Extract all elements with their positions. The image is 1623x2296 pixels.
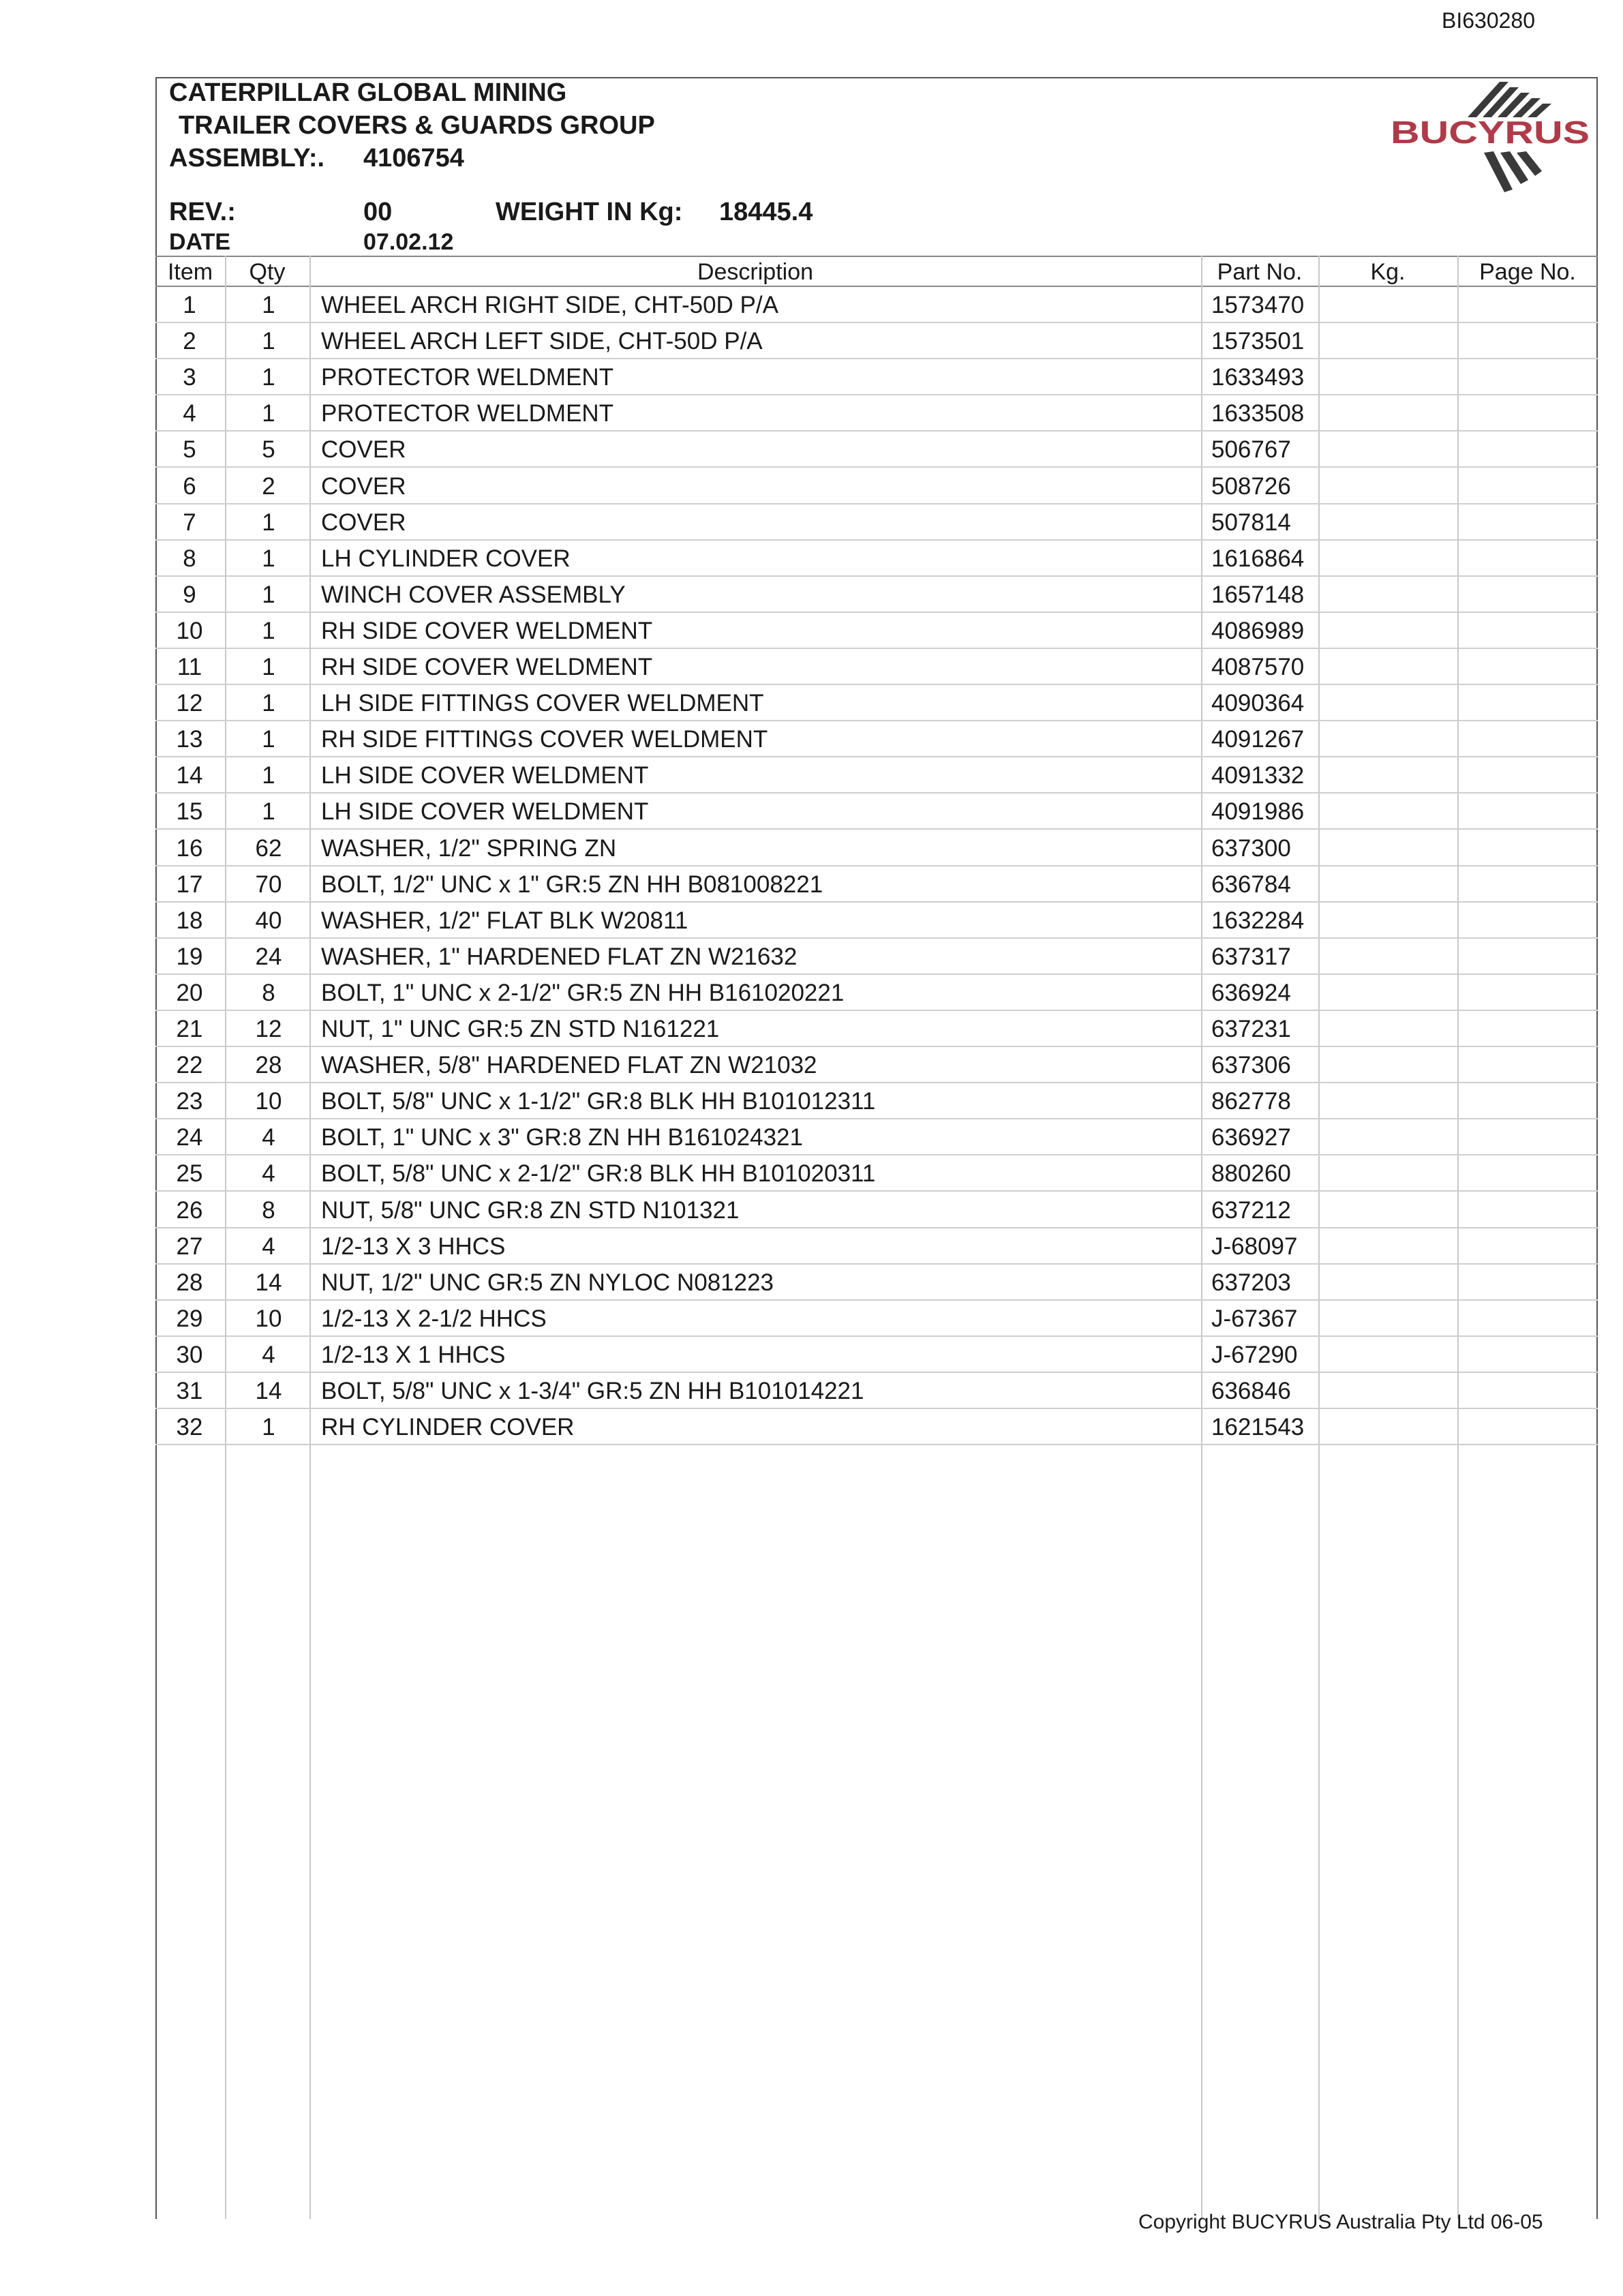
cell-qty: 1 (262, 654, 275, 680)
cell-qty: 40 (255, 907, 282, 934)
table-row (155, 1409, 1598, 1445)
cell-part-no: 1632284 (1211, 907, 1305, 934)
cell-description: WHEEL ARCH LEFT SIDE, CHT-50D P/A (321, 328, 763, 355)
table-row (155, 1265, 1598, 1301)
cell-qty: 62 (255, 834, 282, 862)
cell-part-no: 4087570 (1211, 654, 1305, 680)
table-row (155, 541, 1598, 577)
cell-qty: 1 (262, 292, 275, 318)
table-row (155, 721, 1598, 757)
cell-item: 32 (176, 1414, 203, 1441)
table-row (155, 866, 1598, 903)
table-row (155, 1011, 1598, 1047)
cell-item: 27 (176, 1233, 203, 1260)
cell-description: RH SIDE COVER WELDMENT (321, 617, 653, 644)
table-row (155, 577, 1598, 613)
cell-part-no: 636784 (1211, 871, 1291, 898)
rev-label: REV.: (169, 198, 236, 226)
cell-qty: 4 (262, 1341, 275, 1368)
group-title: TRAILER COVERS & GUARDS GROUP (179, 111, 655, 140)
table-row (155, 432, 1598, 468)
table-row (155, 468, 1598, 504)
cell-description: BOLT, 5/8" UNC x 1-3/4" GR:5 ZN HH B101014221 (321, 1378, 864, 1404)
cell-description: 1/2-13 X 3 HHCS (321, 1233, 506, 1260)
cell-part-no: 4091332 (1211, 762, 1305, 789)
cell-item: 23 (176, 1088, 203, 1115)
cell-item: 6 (183, 472, 196, 500)
cell-description: 1/2-13 X 1 HHCS (321, 1341, 506, 1368)
cell-qty: 1 (262, 726, 275, 753)
cell-description: NUT, 1/2" UNC GR:5 ZN NYLOC N081223 (321, 1269, 774, 1296)
cell-item: 12 (176, 690, 203, 717)
cell-part-no: 1616864 (1211, 545, 1305, 572)
assembly-number: 4106754 (363, 144, 464, 172)
cell-description: COVER (321, 472, 406, 500)
table-row (155, 649, 1598, 685)
cell-description: WASHER, 1/2" SPRING ZN (321, 834, 617, 862)
cell-description: WASHER, 5/8" HARDENED FLAT ZN W21032 (321, 1052, 817, 1079)
cell-item: 4 (183, 400, 196, 427)
cell-part-no: J-67290 (1211, 1341, 1298, 1368)
cell-description: RH CYLINDER COVER (321, 1414, 575, 1441)
cell-description: WASHER, 1" HARDENED FLAT ZN W21632 (321, 943, 798, 970)
table-row (155, 613, 1598, 649)
rev-value: 00 (363, 198, 393, 226)
cell-item: 22 (176, 1052, 203, 1079)
cell-description: LH CYLINDER COVER (321, 545, 571, 572)
table-row (155, 830, 1598, 866)
table-row (155, 794, 1598, 830)
cell-qty: 5 (262, 436, 275, 464)
cell-part-no: 636924 (1211, 979, 1291, 1006)
cell-description: PROTECTOR WELDMENT (321, 364, 614, 391)
cell-item: 16 (176, 834, 203, 862)
table-row (155, 359, 1598, 395)
company-name: CATERPILLAR GLOBAL MINING (169, 78, 567, 107)
table-row (155, 685, 1598, 721)
cell-description: BOLT, 5/8" UNC x 1-1/2" GR:8 BLK HH B101012311 (321, 1088, 876, 1115)
table-row (155, 323, 1598, 359)
cell-item: 29 (176, 1305, 203, 1332)
cell-qty: 4 (262, 1160, 275, 1188)
column-header-kg: Kg. (1370, 259, 1406, 285)
cell-description: WINCH COVER ASSEMBLY (321, 581, 626, 608)
cell-part-no: 506767 (1211, 436, 1291, 464)
cell-part-no: 1633508 (1211, 400, 1305, 427)
cell-description: LH SIDE COVER WELDMENT (321, 762, 649, 789)
cell-description: 1/2-13 X 2-1/2 HHCS (321, 1305, 547, 1332)
table-row (155, 1047, 1598, 1083)
cell-item: 20 (176, 979, 203, 1006)
cell-part-no: 1573470 (1211, 292, 1305, 318)
cell-item: 11 (177, 654, 202, 680)
cell-qty: 1 (262, 617, 275, 644)
cell-part-no: 637317 (1211, 943, 1291, 970)
cell-qty: 1 (262, 545, 275, 572)
cell-item: 15 (176, 798, 203, 826)
cell-description: NUT, 1" UNC GR:5 ZN STD N161221 (321, 1016, 720, 1042)
table-row (155, 1119, 1598, 1155)
table-row (155, 1155, 1598, 1192)
cell-item: 18 (176, 907, 203, 934)
cell-description: NUT, 5/8" UNC GR:8 ZN STD N101321 (321, 1196, 740, 1224)
cell-item: 31 (176, 1378, 203, 1404)
cell-description: COVER (321, 436, 406, 464)
cell-qty: 2 (262, 472, 275, 500)
cell-item: 5 (183, 436, 196, 464)
cell-part-no: 637306 (1211, 1052, 1291, 1079)
cell-qty: 1 (262, 509, 275, 536)
cell-qty: 4 (262, 1124, 275, 1151)
cell-description: LH SIDE COVER WELDMENT (321, 798, 649, 826)
cell-item: 9 (183, 581, 196, 608)
cell-part-no: 1657148 (1211, 581, 1305, 608)
copyright-footer: Copyright BUCYRUS Australia Pty Ltd 06-05 (1138, 2211, 1543, 2233)
cell-part-no: 637212 (1211, 1196, 1291, 1224)
cell-part-no: 862778 (1211, 1088, 1291, 1115)
weight-label: WEIGHT IN Kg: (496, 198, 683, 226)
cell-qty: 1 (262, 798, 275, 826)
cell-description: LH SIDE FITTINGS COVER WELDMENT (321, 690, 764, 717)
cell-description: BOLT, 1/2" UNC x 1" GR:5 ZN HH B081008221 (321, 871, 823, 898)
cell-qty: 8 (262, 979, 275, 1006)
column-header-description: Description (697, 259, 814, 285)
table-row (155, 1373, 1598, 1409)
header-divider (155, 256, 1598, 257)
cell-description: BOLT, 1" UNC x 2-1/2" GR:5 ZN HH B161020221 (321, 979, 845, 1006)
cell-description: RH SIDE FITTINGS COVER WELDMENT (321, 726, 768, 753)
cell-qty: 24 (255, 943, 282, 970)
cell-item: 7 (183, 509, 196, 536)
cell-description: BOLT, 1" UNC x 3" GR:8 ZN HH B161024321 (321, 1124, 803, 1151)
cell-qty: 10 (255, 1088, 282, 1115)
cell-part-no: J-67367 (1211, 1305, 1298, 1332)
table-row (155, 1301, 1598, 1337)
date-value: 07.02.12 (363, 229, 454, 255)
logo-wordmark: BUCYRUS (1391, 115, 1590, 150)
cell-item: 28 (176, 1269, 203, 1296)
cell-description: BOLT, 5/8" UNC x 2-1/2" GR:8 BLK HH B101020311 (321, 1160, 876, 1188)
cell-qty: 1 (262, 400, 275, 427)
cell-part-no: 637231 (1211, 1016, 1291, 1042)
cell-qty: 12 (255, 1016, 282, 1042)
table-row (155, 287, 1598, 323)
bucyrus-logo (1387, 76, 1592, 199)
cell-item: 1 (183, 292, 196, 318)
date-label: DATE (169, 229, 231, 255)
table-row (155, 1192, 1598, 1228)
cell-part-no: 637203 (1211, 1269, 1291, 1296)
cell-qty: 8 (262, 1196, 275, 1224)
cell-part-no: 1573501 (1211, 328, 1305, 355)
cell-item: 13 (176, 726, 203, 753)
cell-qty: 1 (262, 762, 275, 789)
cell-part-no: 4090364 (1211, 690, 1305, 717)
table-row (155, 903, 1598, 939)
cell-item: 30 (176, 1341, 203, 1368)
table-row (155, 395, 1598, 432)
column-header-page-no: Page No. (1479, 259, 1576, 285)
table-row (155, 504, 1598, 541)
cell-description: WASHER, 1/2" FLAT BLK W20811 (321, 907, 688, 934)
cell-part-no: 4091986 (1211, 798, 1305, 826)
cell-item: 10 (176, 617, 203, 644)
cell-item: 25 (176, 1160, 203, 1188)
cell-qty: 28 (255, 1052, 282, 1079)
cell-qty: 14 (255, 1378, 282, 1404)
cell-qty: 4 (262, 1233, 275, 1260)
cell-item: 8 (183, 545, 196, 572)
cell-part-no: 4086989 (1211, 617, 1305, 644)
table-row (155, 975, 1598, 1011)
assembly-label: ASSEMBLY:. (169, 144, 325, 172)
cell-qty: 1 (262, 1414, 275, 1441)
cell-qty: 1 (262, 690, 275, 717)
cell-item: 14 (176, 762, 203, 789)
cell-qty: 1 (262, 364, 275, 391)
cell-part-no: 880260 (1211, 1160, 1291, 1188)
column-header-item: Item (167, 259, 213, 285)
cell-item: 3 (183, 364, 196, 391)
cell-qty: 14 (255, 1269, 282, 1296)
cell-part-no: 4091267 (1211, 726, 1305, 753)
cell-description: RH SIDE COVER WELDMENT (321, 654, 653, 680)
cell-qty: 1 (262, 328, 275, 355)
cell-part-no: 636927 (1211, 1124, 1291, 1151)
document-id: BI630280 (1442, 8, 1536, 33)
cell-qty: 1 (262, 581, 275, 608)
column-header-qty: Qty (249, 259, 286, 285)
table-row (155, 1337, 1598, 1373)
cell-item: 17 (176, 871, 203, 898)
cell-part-no: J-68097 (1211, 1233, 1298, 1260)
cell-part-no: 637300 (1211, 834, 1291, 862)
table-row (155, 939, 1598, 975)
cell-item: 2 (183, 328, 196, 355)
cell-qty: 70 (255, 871, 282, 898)
cell-description: WHEEL ARCH RIGHT SIDE, CHT-50D P/A (321, 292, 778, 318)
cell-qty: 10 (255, 1305, 282, 1332)
cell-part-no: 636846 (1211, 1378, 1291, 1404)
cell-item: 26 (176, 1196, 203, 1224)
cell-description: PROTECTOR WELDMENT (321, 400, 614, 427)
cell-item: 24 (176, 1124, 203, 1151)
table-row (155, 1228, 1598, 1265)
cell-description: COVER (321, 509, 406, 536)
cell-item: 19 (176, 943, 203, 970)
table-row (155, 757, 1598, 794)
column-header-part-no: Part No. (1217, 259, 1303, 285)
cell-part-no: 507814 (1211, 509, 1291, 536)
table-row (155, 1083, 1598, 1119)
cell-part-no: 1621543 (1211, 1414, 1305, 1441)
weight-value: 18445.4 (719, 198, 813, 226)
cell-item: 21 (176, 1016, 203, 1042)
cell-part-no: 508726 (1211, 472, 1291, 500)
cell-part-no: 1633493 (1211, 364, 1305, 391)
